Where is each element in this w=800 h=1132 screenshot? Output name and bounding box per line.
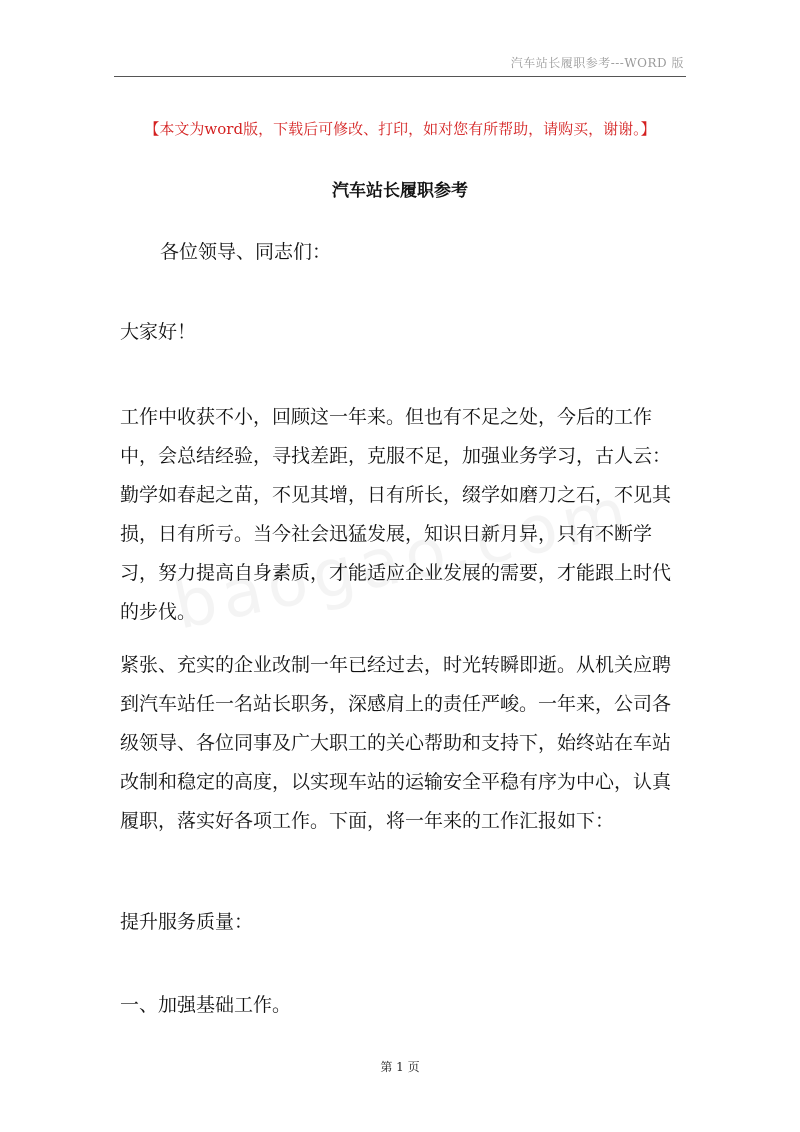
purchase-notice: 【本文为word版，下载后可修改、打印，如对您有所帮助，请购买，谢谢。】 xyxy=(144,120,656,138)
paragraph: 工作中收获不小，回顾这一年来。但也有不足之处，今后的工作中，会总结经验，寻找差距，克服不足，加强业务学习，古人云：勤学如春起之苗，不见其增，日有所长，缀学如磨刀之石，不见其损，日有所亏。当今社会迅猛发展，知识日新月异，只有不断学习，努力提高自身素质，才能适应企业发展的需要，才能跟上时代的步伐。 xyxy=(120,406,672,623)
greeting: 大家好！ xyxy=(120,321,197,343)
header-divider xyxy=(114,76,686,77)
section-heading: 提升服务质量： xyxy=(120,911,254,933)
salutation: 各位领导、同志们： xyxy=(160,241,332,263)
paragraph: 紧张、充实的企业改制一年已经过去，时光转瞬即逝。从机关应聘到汽车站任一名站长职务，深感肩上的责任严峻。一年来，公司各级领导、各位同事及广大职工的关心帮助和支持下，始终站在车站改制和稳定的高度，以实现车站的运输安全平稳有序为中心，认真履职，落实好各项工作。下面，将一年来的工作汇报如下： xyxy=(120,654,672,832)
section-heading: 一、加强基础工作。 xyxy=(120,994,292,1016)
page-title: 汽车站长履职参考 xyxy=(332,181,468,201)
page-number: 第 1 页 xyxy=(380,1060,420,1074)
running-header: 汽车站长履职参考---WORD 版 xyxy=(510,56,684,70)
